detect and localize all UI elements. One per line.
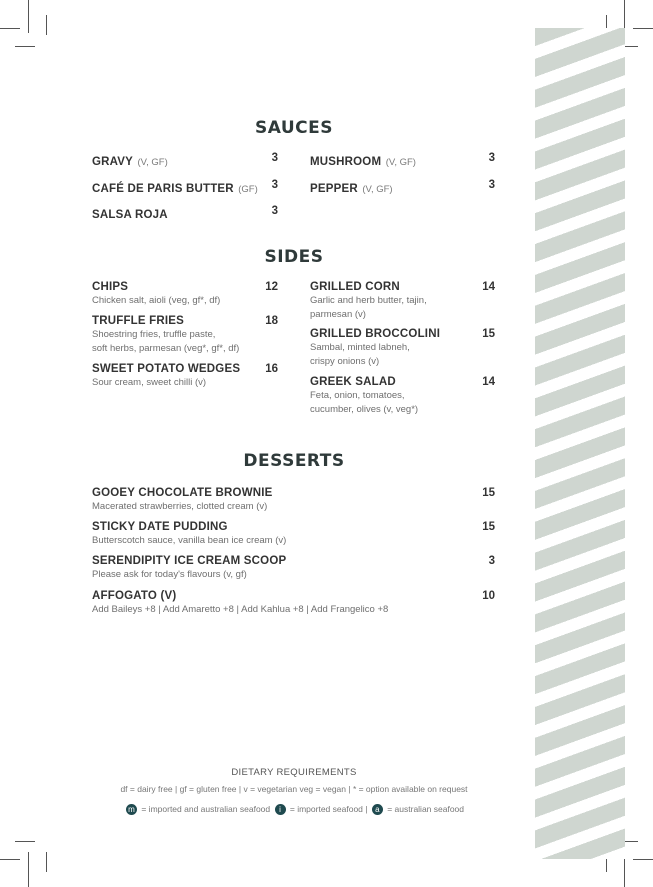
item-price: 18 bbox=[265, 315, 278, 327]
item-description: Shoestring fries, truffle paste, bbox=[92, 329, 216, 340]
item-description: parmesan (v) bbox=[310, 308, 366, 320]
crop-mark bbox=[15, 46, 35, 47]
item-price: 3 bbox=[488, 179, 495, 191]
dietary-title: DIETARY REQUIREMENTS bbox=[231, 767, 357, 778]
crop-mark bbox=[633, 859, 653, 860]
decorative-stripe-band bbox=[535, 28, 625, 859]
menu-item-affogato bbox=[92, 590, 388, 617]
item-description: Sambal, minted labneh, bbox=[310, 342, 410, 353]
item-description: Sour cream, sweet chilli (v) bbox=[92, 377, 207, 388]
menu-item-grilled-broccolini bbox=[310, 328, 440, 368]
menu-item-mushroom bbox=[310, 152, 416, 170]
item-name: GREEK SALAD bbox=[310, 376, 396, 388]
legend-text: = australian seafood bbox=[387, 804, 465, 814]
item-price: 12 bbox=[265, 281, 278, 293]
item-name: AFFOGATO (V) bbox=[92, 590, 177, 602]
item-description: Add Baileys +8 | Add Amaretto +8 | Add Kahlua +8 | Add Frangelico +8 bbox=[92, 604, 389, 615]
item-note: (V, GF) bbox=[385, 157, 416, 168]
item-description: cucumber, olives (v, veg*) bbox=[310, 403, 419, 415]
item-name: TRUFFLE FRIES bbox=[92, 315, 185, 327]
menu-item-grilled-corn bbox=[310, 281, 427, 321]
item-description: Macerated strawberries, clotted cream (v) bbox=[92, 501, 268, 512]
crop-mark bbox=[28, 0, 29, 33]
menu-item-pepper bbox=[310, 179, 393, 197]
imported-seafood-badge: i bbox=[275, 804, 286, 815]
item-price: 15 bbox=[482, 521, 495, 533]
sides-heading: SIDES bbox=[264, 247, 324, 267]
item-description: Chicken salt, aioli (veg, gf*, df) bbox=[92, 295, 221, 306]
crop-mark bbox=[15, 841, 35, 842]
item-description: soft herbs, parmesan (veg*, gf*, df) bbox=[92, 342, 240, 354]
item-description: Garlic and herb butter, tajin, bbox=[310, 295, 427, 306]
seafood-legend bbox=[0, 804, 588, 815]
item-price: 14 bbox=[482, 376, 495, 388]
item-price: 16 bbox=[265, 363, 278, 375]
item-name: GRILLED CORN bbox=[310, 281, 400, 293]
item-name: GOOEY CHOCOLATE BROWNIE bbox=[92, 487, 273, 499]
item-name: PEPPER bbox=[310, 183, 358, 195]
item-price: 15 bbox=[482, 487, 495, 499]
item-description: Feta, onion, tomatoes, bbox=[310, 390, 405, 401]
item-name: SERENDIPITY ICE CREAM SCOOP bbox=[92, 555, 287, 567]
menu-item-sweet-potato-wedges bbox=[92, 363, 240, 390]
legend-text: = imported and australian seafood bbox=[141, 804, 271, 814]
item-name: STICKY DATE PUDDING bbox=[92, 521, 228, 533]
crop-mark bbox=[46, 852, 47, 872]
item-name: GRILLED BROCCOLINI bbox=[310, 328, 441, 340]
item-price: 3 bbox=[271, 179, 278, 191]
menu-item-serendipity-ice-cream-scoop bbox=[92, 555, 286, 582]
item-price: 3 bbox=[271, 152, 278, 164]
menu-item-truffle-fries bbox=[92, 315, 239, 355]
imported-and-australian-seafood-badge: m bbox=[126, 804, 137, 815]
item-note: (V, GF) bbox=[362, 184, 393, 195]
item-name: MUSHROOM bbox=[310, 156, 382, 168]
item-price: 15 bbox=[482, 328, 495, 340]
item-price: 14 bbox=[482, 281, 495, 293]
item-name: SALSA ROJA bbox=[92, 209, 168, 221]
item-price: 3 bbox=[271, 205, 278, 217]
item-description: Butterscotch sauce, vanilla bean ice cream (v) bbox=[92, 535, 287, 546]
crop-mark bbox=[0, 28, 20, 29]
menu-item-cafe-de-paris-butter bbox=[92, 179, 258, 197]
item-note: (GF) bbox=[238, 184, 258, 195]
item-price: 3 bbox=[488, 555, 495, 567]
item-name: CHIPS bbox=[92, 281, 129, 293]
menu-item-sticky-date-pudding bbox=[92, 521, 286, 548]
item-price: 10 bbox=[482, 590, 495, 602]
crop-mark bbox=[633, 28, 653, 29]
item-price: 3 bbox=[488, 152, 495, 164]
menu-item-greek-salad bbox=[310, 376, 418, 416]
item-name: CAFÉ DE PARIS BUTTER bbox=[92, 183, 234, 195]
item-name: SWEET POTATO WEDGES bbox=[92, 363, 241, 375]
menu-item-gravy bbox=[92, 152, 168, 170]
menu-item-chips bbox=[92, 281, 220, 308]
item-description: Please ask for today's flavours (v, gf) bbox=[92, 569, 247, 580]
sauces-heading: SAUCES bbox=[254, 118, 333, 138]
crop-mark bbox=[46, 15, 47, 35]
crop-mark bbox=[28, 852, 29, 887]
menu-item-salsa-roja bbox=[92, 205, 168, 223]
menu-item-gooey-chocolate-brownie bbox=[92, 487, 273, 514]
desserts-heading: DESSERTS bbox=[243, 451, 345, 471]
item-name: GRAVY bbox=[92, 156, 134, 168]
legend-text: = imported seafood | bbox=[289, 804, 368, 814]
australian-seafood-badge: a bbox=[372, 804, 383, 815]
item-note: (V, GF) bbox=[137, 157, 168, 168]
item-description: crispy onions (v) bbox=[310, 355, 380, 367]
crop-mark bbox=[0, 859, 20, 860]
dietary-legend-line: df = dairy free | gf = gluten free | v = vegetarian veg = vegan | * = option available on request bbox=[120, 784, 468, 794]
